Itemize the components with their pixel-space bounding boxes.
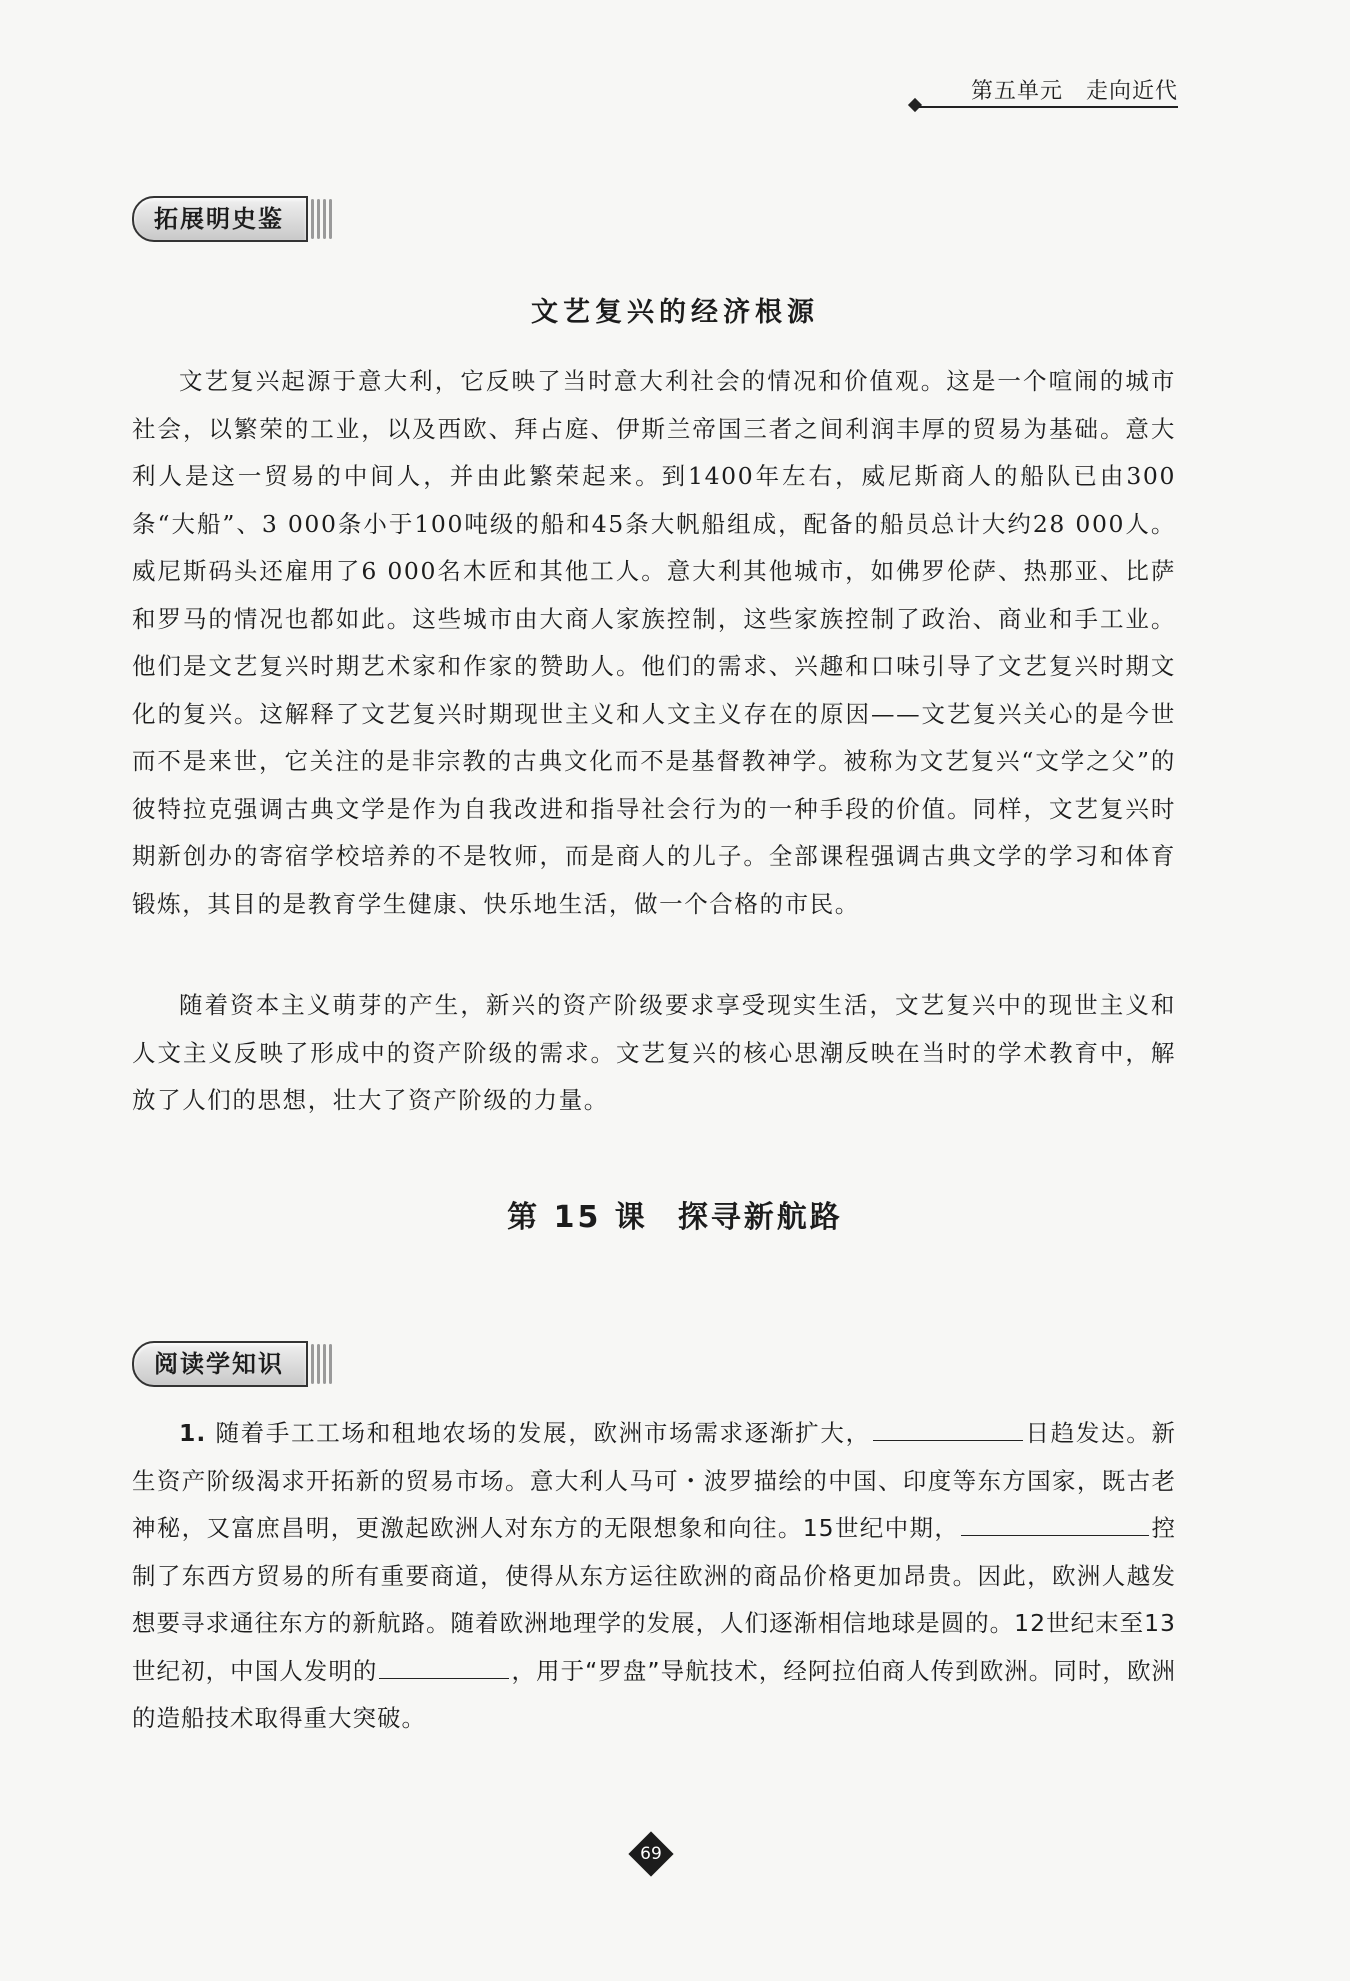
section-tab-extension xyxy=(132,198,332,240)
lesson-title: 探寻新航路 xyxy=(677,1200,843,1235)
paragraph-text: 随着资本主义萌芽的产生，新兴的资产阶级要求享受现实生活，文艺复兴中的现世主义和人文主义反映了形成中的资产阶级的需求。文艺复兴的核心思潮反映在当时的学术教育中，解放了人们的思想，壮大了资产阶级的力量。 xyxy=(132,991,1176,1114)
tab-stripes-icon xyxy=(311,199,332,239)
running-header: 第五单元 走向近代 xyxy=(970,79,1178,104)
section-tab-label: 阅读学知识 xyxy=(132,1341,308,1387)
question-1 xyxy=(132,1410,1176,1743)
answer-blank-2[interactable] xyxy=(961,1509,1149,1536)
question-text: 随着手工工场和租地农场的发展，欧洲市场需求逐渐扩大， xyxy=(215,1419,871,1447)
page-number: 69 xyxy=(640,1844,662,1864)
question-text: 控制了东西方贸易的所有重要商道，使得从东方运往欧洲的商品价格更加昂贵。因此，欧洲人越发想要寻求通往东方的新航路。随着欧洲地理学的发展，人们逐渐相信地球是圆的。12世纪末至13世纪初，中国人发明的 xyxy=(132,1514,1176,1685)
header-rule xyxy=(918,106,1178,108)
article-paragraph-1 xyxy=(132,358,1176,928)
lesson-number: 第 15 课 xyxy=(507,1200,648,1235)
answer-blank-3[interactable] xyxy=(379,1652,509,1679)
header-diamond-icon xyxy=(908,98,922,112)
answer-blank-1[interactable] xyxy=(873,1414,1023,1441)
question-text: 日趋发达。新生资产阶级渴求开拓新的贸易市场。意大利人马可・波罗描绘的中国、印度等东方国家，既古老神秘，又富庶昌明，更激起欧洲人对东方的无限想象和向往。15世纪中期， xyxy=(132,1419,1177,1542)
article-title: 文艺复兴的经济根源 xyxy=(531,297,819,328)
question-number: 1. xyxy=(179,1419,207,1447)
page-number-badge xyxy=(629,1832,673,1876)
lesson-heading xyxy=(0,1192,1350,1236)
tab-stripes-icon xyxy=(311,1344,332,1384)
article-paragraph-2 xyxy=(132,982,1176,1125)
question-text: ，用于“罗盘”导航技术，经阿拉伯商人传到欧洲。同时，欧洲的造船技术取得重大突破。 xyxy=(132,1656,1176,1732)
section-tab-label: 拓展明史鉴 xyxy=(132,196,308,242)
paragraph-text: 文艺复兴起源于意大利，它反映了当时意大利社会的情况和价值观。这是一个喧闹的城市社会，以繁荣的工业，以及西欧、拜占庭、伊斯兰帝国三者之间利润丰厚的贸易为基础。意大利人是这一贸易的中间人，并由此繁荣起来。到1400年左右，威尼斯商人的船队已由300条“大船”、3 000条小于100吨级的船和45条大帆船组成，配备的船员总计大约28 000人。威尼斯码头还雇用了6 000名木匠和其他工人。意大利其他城市，如佛罗伦萨、热那亚、比萨和罗马的情况也都如此。这些城市由大商人家族控制，这些家族控制了政治、商业和手工业。他们是文艺复兴时期艺术家和作家的赞助人。他们的需求、兴趣和口味引导了文艺复兴时期文化的复兴。这解释了文艺复兴时期现世主义和人文主义存在的原因——文艺复兴关心的是今世而不是来世，它关注的是非宗教的古典文化而不是基督教神学。被称为文艺复兴“文学之父”的彼特拉克强调古典文学是作为自我改进和指导社会行为的一种手段的价值。同样，文艺复兴时期新创办的寄宿学校培养的不是牧师，而是商人的儿子。全部课程强调古典文学的学习和体育锻炼，其目的是教育学生健康、快乐地生活，做一个合格的市民。 xyxy=(132,367,1176,918)
section-tab-reading xyxy=(132,1343,332,1385)
